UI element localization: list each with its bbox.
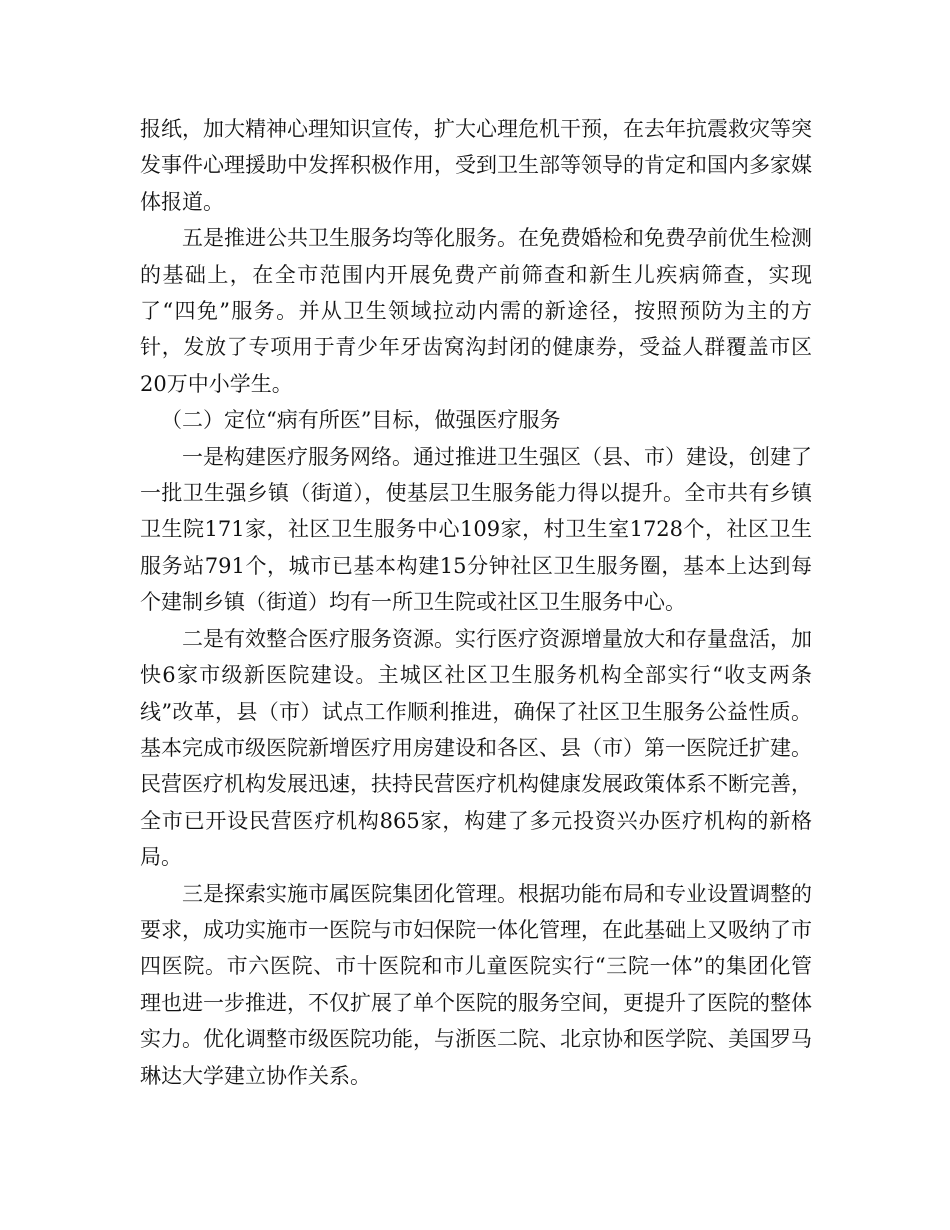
paragraph-continuation: 报纸，加大精神心理知识宣传，扩大心理危机干预，在去年抗震救灾等突发事件心理援助中发挥积极作用，受到卫生部等领导的肯定和国内多家媒体报道。	[140, 117, 812, 214]
paragraph-medical-network: 一是构建医疗服务网络。通过推进卫生强区（县、市）建设，创建了一批卫生强乡镇（街道），使基层卫生服务能力得以提升。全市共有乡镇卫生院171家，社区卫生服务中心109家，村卫生室1728个，社区卫生服务站791个，城市已基本构建15分钟社区卫生服务圈，基本上达到每个建制乡镇（街道）均有一所卫生院或社区卫生服务中心。	[140, 444, 812, 615]
document-body	[140, 111, 812, 1094]
section-heading-medical-services: （二）定位“病有所医”目标，做强医疗服务	[161, 408, 561, 433]
paragraph-resource-integration: 二是有效整合医疗服务资源。实行医疗资源增量放大和存量盘活，加快6家市级新医院建设。主城区社区卫生服务机构全部实行“收支两条线”改革，县（市）试点工作顺利推进，确保了社区卫生服务公益性质。基本完成市级医院新增医疗用房建设和各区、县（市）第一医院迁扩建。民营医疗机构发展迅速，扶持民营医疗机构健康发展政策体系不断完善，全市已开设民营医疗机构865家，构建了多元投资兴办医疗机构的新格局。	[140, 626, 812, 870]
paragraph-public-health-equalization: 五是推进公共卫生服务均等化服务。在免费婚检和免费孕前优生检测的基础上，在全市范围内开展免费产前筛查和新生儿疾病筛查，实现了“四免”服务。并从卫生领域拉动内需的新途径，按照预防为主的方针，发放了专项用于青少年牙齿窝沟封闭的健康券，受益人群覆盖市区20万中小学生。	[140, 226, 812, 396]
paragraph-hospital-group-management: 三是探索实施市属医院集团化管理。根据功能布局和专业设置调整的要求，成功实施市一医院与市妇保院一体化管理，在此基础上又吸纳了市四医院。市六医院、市十医院和市儿童医院实行“三院一体”的集团化管理也进一步推进，不仅扩展了单个医院的服务空间，更提升了医院的整体实力。优化调整市级医院功能，与浙医二院、北京协和医学院、美国罗马琳达大学建立协作关系。	[140, 881, 812, 1088]
